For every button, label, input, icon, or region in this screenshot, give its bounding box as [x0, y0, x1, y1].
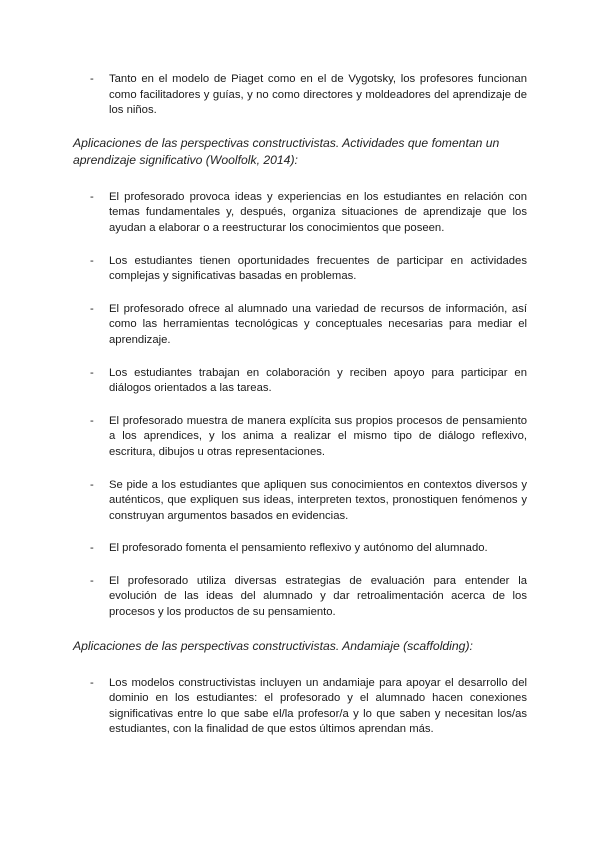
list-item-text: El profesorado fomenta el pensamiento reflexivo y autónomo del alumnado.: [109, 542, 488, 555]
activities-bullet-list: [73, 190, 527, 621]
bullet-marker: -: [90, 366, 94, 379]
bullet-marker: -: [90, 302, 94, 315]
section-heading-activities: Aplicaciones de las perspectivas constructivistas. Actividades que fomentan un aprendizaje significativo (Woolfolk, 2014):: [73, 135, 500, 167]
list-item-text: El profesorado ofrece al alumnado una variedad de recursos de información, así como las herramientas tecnológicas y conceptuales necesarias para mediar el aprendizaje.: [109, 302, 527, 346]
list-item: [73, 478, 527, 525]
bullet-marker: -: [90, 542, 94, 555]
list-item: [73, 190, 527, 237]
list-item: [73, 414, 527, 461]
list-item: [73, 366, 527, 397]
intro-bullet-list: [73, 72, 527, 119]
bullet-marker: -: [90, 73, 94, 85]
list-item-text: El profesorado provoca ideas y experiencias en los estudiantes en relación con temas fundamentales y, después, organiza situaciones de aprendizaje que los ayudan a elaborar o a reestructurar los conocimientos que poseen.: [109, 190, 527, 234]
list-item-text: Los modelos constructivistas incluyen un andamiaje para apoyar el desarrollo del dominio en los estudiantes: el profesorado y el alumnado hacen conexiones significativas entre lo que sabe el/la profesor/a y lo que saben y necesitan los/as estudiantes, con la finalidad de que estos últimos aprendan más.: [109, 676, 527, 736]
list-item: [73, 254, 527, 285]
list-item-text: El profesorado muestra de manera explícita sus propios procesos de pensamiento a los aprendices, y los anima a realizar el mismo tipo de diálogo reflexivo, escritura, dibujos u otras representaciones.: [109, 414, 527, 458]
list-item: [73, 574, 527, 621]
bullet-marker: -: [90, 574, 94, 587]
list-item-text: El profesorado utiliza diversas estrategias de evaluación para entender la evolución de las ideas del alumnado y dar retroalimentación acerca de los procesos y los productos de su pensamiento.: [109, 574, 527, 619]
list-item-text: Los estudiantes tienen oportunidades frecuentes de participar en actividades complejas y significativas basadas en problemas.: [109, 254, 527, 283]
bullet-marker: -: [90, 676, 94, 689]
bullet-marker: -: [90, 478, 94, 491]
bullet-marker: -: [90, 414, 94, 427]
scaffolding-bullet-list: [73, 676, 527, 738]
list-item-text: Se pide a los estudiantes que apliquen sus conocimientos en contextos diversos y auténticos, que expliquen sus ideas, interpreten textos, pronostiquen fenómenos y construyan argumentos basados en evidencias.: [109, 478, 527, 522]
list-item: [73, 302, 527, 349]
bullet-marker: -: [90, 254, 94, 267]
list-item: [73, 541, 527, 557]
section-heading-scaffolding: Aplicaciones de las perspectivas constructivistas. Andamiaje (scaffolding):: [73, 638, 473, 653]
list-item: [73, 72, 527, 119]
list-item-text: Los estudiantes trabajan en colaboración y reciben apoyo para participar en diálogos orientados a las tareas.: [109, 366, 527, 395]
list-item-text: Tanto en el modelo de Piaget como en el de Vygotsky, los profesores funcionan como facilitadores y guías, y no como directores y moldeadores del aprendizaje de los niños.: [109, 73, 527, 117]
list-item: [73, 676, 527, 738]
bullet-marker: -: [90, 190, 94, 203]
